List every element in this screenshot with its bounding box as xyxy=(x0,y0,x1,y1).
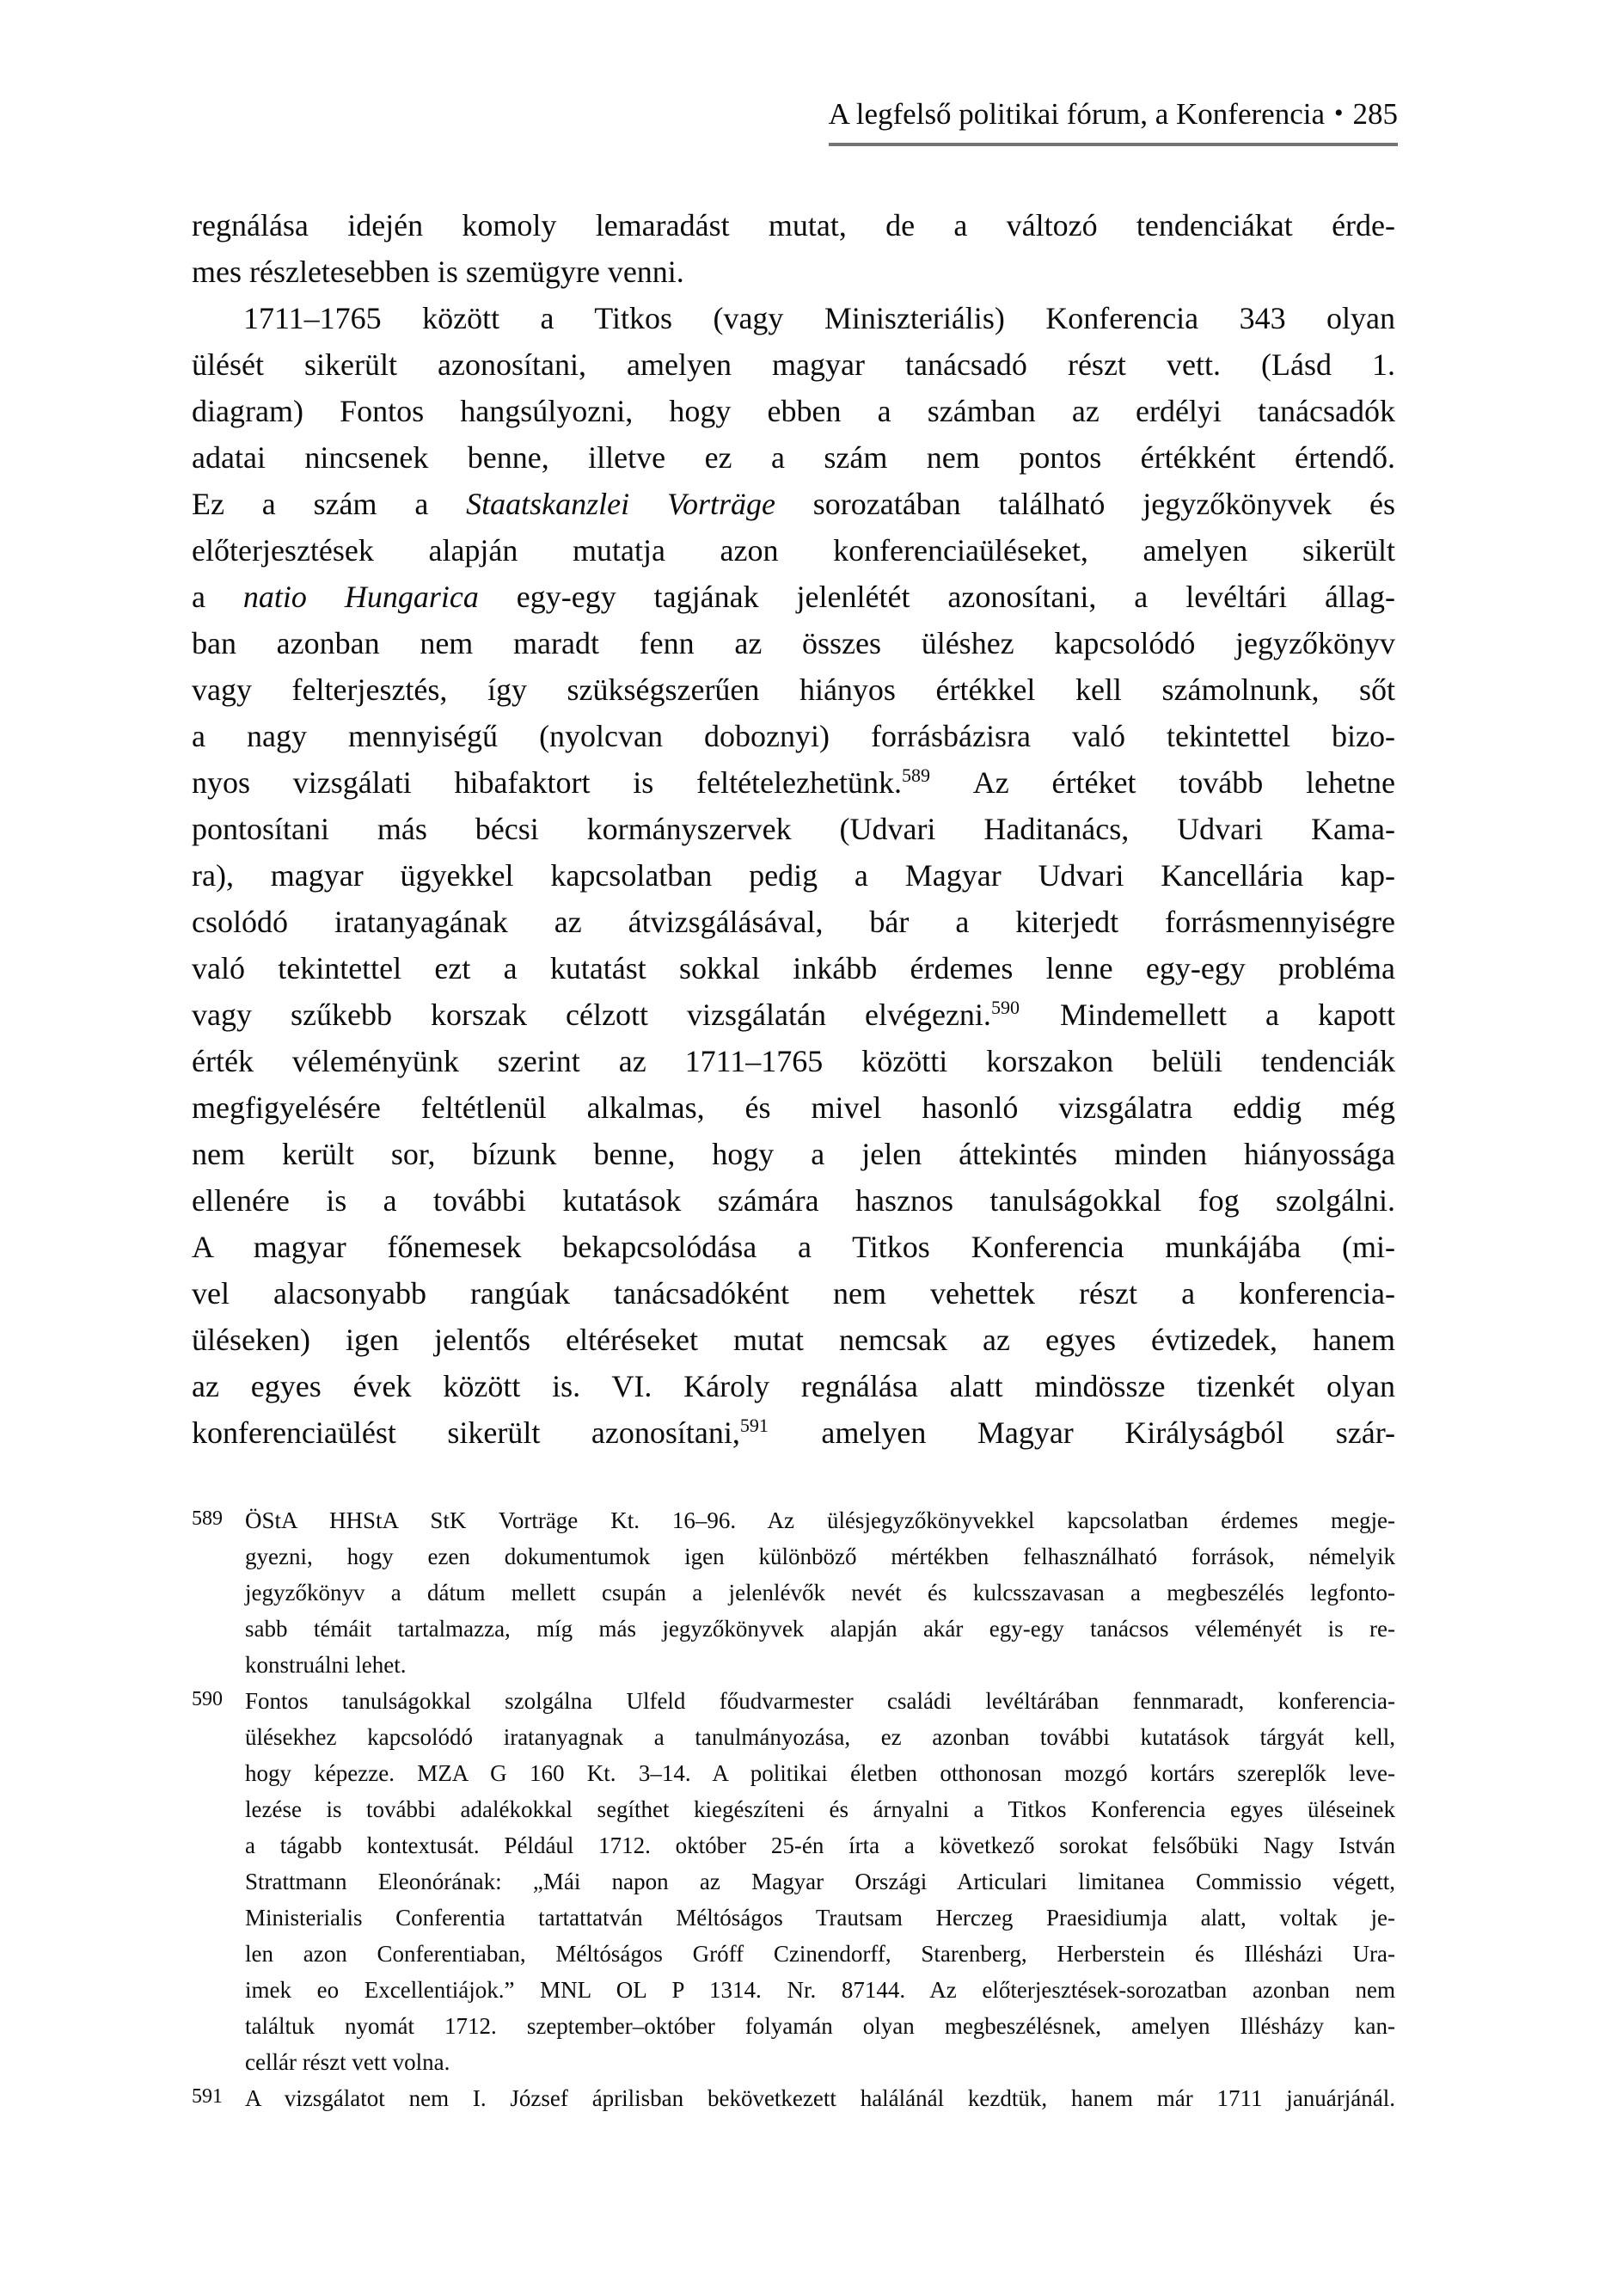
text-line xyxy=(245,1683,1395,1719)
text-segment: ban azonban nem maradt fenn az összes üléshez kapcsolódó jegyzőkönyv xyxy=(192,626,1395,660)
text-segment: a nagy mennyiségű (nyolcvan doboznyi) forrásbázisra való tekintettel bizo- xyxy=(192,719,1395,753)
text-line xyxy=(192,666,1395,713)
text-segment: konstruálni lehet. xyxy=(245,1652,407,1678)
text-line xyxy=(245,2080,1395,2116)
text-segment: találtuk nyomát 1712. szeptember–október folyamán olyan megbeszélésnek, amelyen Illésházy kan- xyxy=(245,2013,1395,2039)
text-segment: Ministerialis Conferentia tartattatván Méltóságos Trautsam Herczeg Praesidiumja alatt, voltak je- xyxy=(245,1905,1395,1931)
text-segment: konferenciaülést sikerült azonosítani, xyxy=(192,1415,740,1450)
italic-text: Staatskanzlei Vorträge xyxy=(466,487,775,521)
text-segment: ra), magyar ügyekkel kapcsolatban pedig a Magyar Udvari Kancellária kap- xyxy=(192,858,1395,893)
italic-text: natio Hungarica xyxy=(242,580,479,614)
text-line xyxy=(192,202,1395,249)
text-line xyxy=(245,1611,1395,1647)
running-head xyxy=(192,96,1398,146)
text-segment: vel alacsonyabb rangúak tanácsadóként nem vehettek részt a konferencia- xyxy=(192,1276,1395,1311)
text-line xyxy=(192,713,1395,759)
text-segment: A vizsgálatot nem I. József áprilisban bekövetkezett halálánál kezdtük, hanem már 1711 januárjánál. xyxy=(245,2085,1395,2111)
text-line xyxy=(192,945,1395,991)
text-segment: vagy szűkebb korszak célzott vizsgálatán elvégezni. xyxy=(192,998,991,1032)
text-segment: ülését sikerült azonosítani, amelyen magyar tanácsadó részt vett. (Lásd 1. xyxy=(192,347,1395,382)
text-line xyxy=(192,1363,1395,1409)
footnote-ref: 589 xyxy=(901,764,930,786)
paragraph xyxy=(192,295,1395,1456)
text-segment: sorozatában található jegyzőkönyvek és xyxy=(775,487,1395,521)
footnote xyxy=(192,2080,1395,2116)
text-line xyxy=(245,1900,1395,1936)
text-line xyxy=(192,527,1395,574)
footnote-number: 590 xyxy=(192,1688,223,1710)
text-line xyxy=(192,341,1395,388)
text-line xyxy=(245,1647,1395,1683)
text-segment: az egyes évek között is. VI. Károly regnálása alatt mindössze tizenkét olyan xyxy=(192,1369,1395,1403)
text-segment: megfigyelésére feltétlenül alkalmas, és mivel hasonló vizsgálatra eddig még xyxy=(192,1090,1395,1125)
text-line xyxy=(192,1131,1395,1177)
text-segment: ÖStA HHStA StK Vorträge Kt. 16–96. Az ülésjegyzőkönyvekkel kapcsolatban érdemes megje- xyxy=(245,1507,1395,1533)
body-text xyxy=(192,202,1395,1456)
text-line xyxy=(192,1409,1395,1456)
text-segment: ellenére is a további kutatások számára hasznos tanulságokkal fog szolgálni. xyxy=(192,1183,1395,1218)
text-line xyxy=(192,1084,1395,1131)
text-line xyxy=(192,1177,1395,1224)
text-line xyxy=(192,1224,1395,1270)
text-line xyxy=(245,1502,1395,1538)
text-segment: adatai nincsenek benne, illetve ez a szám nem pontos értékként értendő. xyxy=(192,440,1395,475)
text-line xyxy=(192,388,1395,434)
text-segment: diagram) Fontos hangsúlyozni, hogy ebben a számban az erdélyi tanácsadók xyxy=(192,394,1395,428)
footnote-ref: 590 xyxy=(990,997,1020,1018)
text-line xyxy=(245,2008,1395,2044)
text-line xyxy=(192,574,1395,620)
text-segment: csolódó iratanyagának az átvizsgálásával, bár a kiterjedt forrásmennyiségre xyxy=(192,905,1395,939)
text-line xyxy=(192,481,1395,527)
text-segment: sabb témáit tartalmazza, míg más jegyzőkönyvek alapján akár egy-egy tanácsos véleményét is re- xyxy=(245,1616,1395,1642)
text-line xyxy=(192,852,1395,899)
text-segment: nyos vizsgálati hibafaktort is feltételezhetünk. xyxy=(192,765,902,800)
text-segment: jegyzőkönyv a dátum mellett csupán a jelenlévők nevét és kulcsszavasan a megbeszélés legfonto- xyxy=(245,1580,1395,1605)
text-line xyxy=(192,434,1395,481)
text-line xyxy=(192,1038,1395,1084)
text-line xyxy=(245,1972,1395,2008)
text-line xyxy=(192,1317,1395,1363)
text-segment: a tágabb kontextusát. Például 1712. október 25-én írta a következő sorokat felsőbüki Nagy István xyxy=(245,1833,1395,1858)
text-segment: a xyxy=(192,580,243,614)
paragraph xyxy=(192,202,1395,295)
text-segment: Az értéket tovább lehetne xyxy=(931,765,1395,800)
text-segment: nem került sor, bízunk benne, hogy a jelen áttekintés minden hiányossága xyxy=(192,1137,1395,1171)
running-head-rule xyxy=(829,96,1398,146)
text-line xyxy=(192,759,1395,806)
footnotes xyxy=(192,1502,1395,2116)
text-line xyxy=(192,249,1395,295)
text-segment: Fontos tanulságokkal szolgálna Ulfeld főudvarmester családi levéltárában fennmaradt, konferencia- xyxy=(245,1688,1395,1714)
text-segment: cellár részt vett volna. xyxy=(245,2049,450,2075)
text-segment: 1711–1765 között a Titkos (vagy Miniszteriális) Konferencia 343 olyan xyxy=(243,301,1395,335)
text-line xyxy=(245,1755,1395,1791)
text-segment: hogy képezze. MZA G 160 Kt. 3–14. A politikai életben otthonosan mozgó kortárs szereplők leve- xyxy=(245,1760,1395,1786)
text-segment: való tekintettel ezt a kutatást sokkal inkább érdemes lenne egy-egy probléma xyxy=(192,951,1395,985)
text-segment: imek eo Excellentiájok.” MNL OL P 1314. Nr. 87144. Az előterjesztések-sorozatban azonban nem xyxy=(245,1977,1395,2003)
text-segment: len azon Conferentiaban, Méltóságos Gróff Czinendorff, Starenberg, Herberstein és Illésházi Ura- xyxy=(245,1941,1395,1967)
text-segment: amelyen Magyar Királyságból szár- xyxy=(769,1415,1395,1450)
footnote xyxy=(192,1683,1395,2080)
chapter-title: A legfelső politikai fórum, a Konferencia xyxy=(828,97,1325,131)
footnote xyxy=(192,1502,1395,1683)
text-line xyxy=(192,899,1395,945)
text-segment: pontosítani más bécsi kormányszervek (Udvari Haditanács, Udvari Kama- xyxy=(192,812,1395,846)
text-line xyxy=(245,1719,1395,1755)
text-segment: lezése is további adalékokkal segíthet kiegészíteni és árnyalni a Titkos Konferencia egyes üléseinek xyxy=(245,1796,1395,1822)
text-segment: Mindemellett a kapott xyxy=(1020,998,1395,1032)
text-line xyxy=(245,1538,1395,1575)
text-line xyxy=(245,1936,1395,1972)
text-segment: regnálása idején komoly lemaradást mutat, de a változó tendenciákat érde- xyxy=(192,208,1395,242)
footnote-number: 591 xyxy=(192,2085,223,2108)
text-segment: egy-egy tagjának jelenlétét azonosítani, a levéltári állag- xyxy=(478,580,1396,614)
text-line xyxy=(245,1827,1395,1863)
footnote-ref: 591 xyxy=(739,1415,769,1436)
page-number: 285 xyxy=(1352,97,1398,131)
text-line xyxy=(192,295,1395,341)
text-line xyxy=(245,1575,1395,1611)
text-segment: előterjesztések alapján mutatja azon konferenciaüléseket, amelyen sikerült xyxy=(192,533,1395,568)
text-line xyxy=(192,991,1395,1038)
footnote-number: 589 xyxy=(192,1507,223,1530)
text-line xyxy=(245,1791,1395,1827)
text-segment: gyezni, hogy ezen dokumentumok igen különböző mértékben felhasználható források, némelyik xyxy=(245,1544,1395,1569)
bullet-separator-icon: • xyxy=(1333,99,1344,127)
text-line xyxy=(192,806,1395,852)
text-segment: üléseken) igen jelentős eltéréseket mutat nemcsak az egyes évtizedek, hanem xyxy=(192,1323,1395,1357)
text-segment: ülésekhez kapcsolódó iratanyagnak a tanulmányozása, ez azonban további kutatások tárgyát kell, xyxy=(245,1724,1395,1750)
text-line xyxy=(245,2044,1395,2080)
text-line xyxy=(192,1270,1395,1317)
text-segment: vagy felterjesztés, így szükségszerűen hiányos értékkel kell számolnunk, sőt xyxy=(192,672,1395,707)
text-segment: Ez a szám a xyxy=(192,487,467,521)
text-line xyxy=(192,620,1395,666)
text-segment: mes részletesebben is szemügyre venni. xyxy=(192,255,684,289)
text-segment: érték véleményünk szerint az 1711–1765 közötti korszakon belüli tendenciák xyxy=(192,1044,1395,1078)
text-segment: Strattmann Eleonórának: „Mái napon az Magyar Országi Articulari limitanea Commissio végett, xyxy=(245,1869,1395,1894)
text-segment: A magyar főnemesek bekapcsolódása a Titkos Konferencia munkájába (mi- xyxy=(192,1230,1395,1264)
text-line xyxy=(245,1863,1395,1900)
